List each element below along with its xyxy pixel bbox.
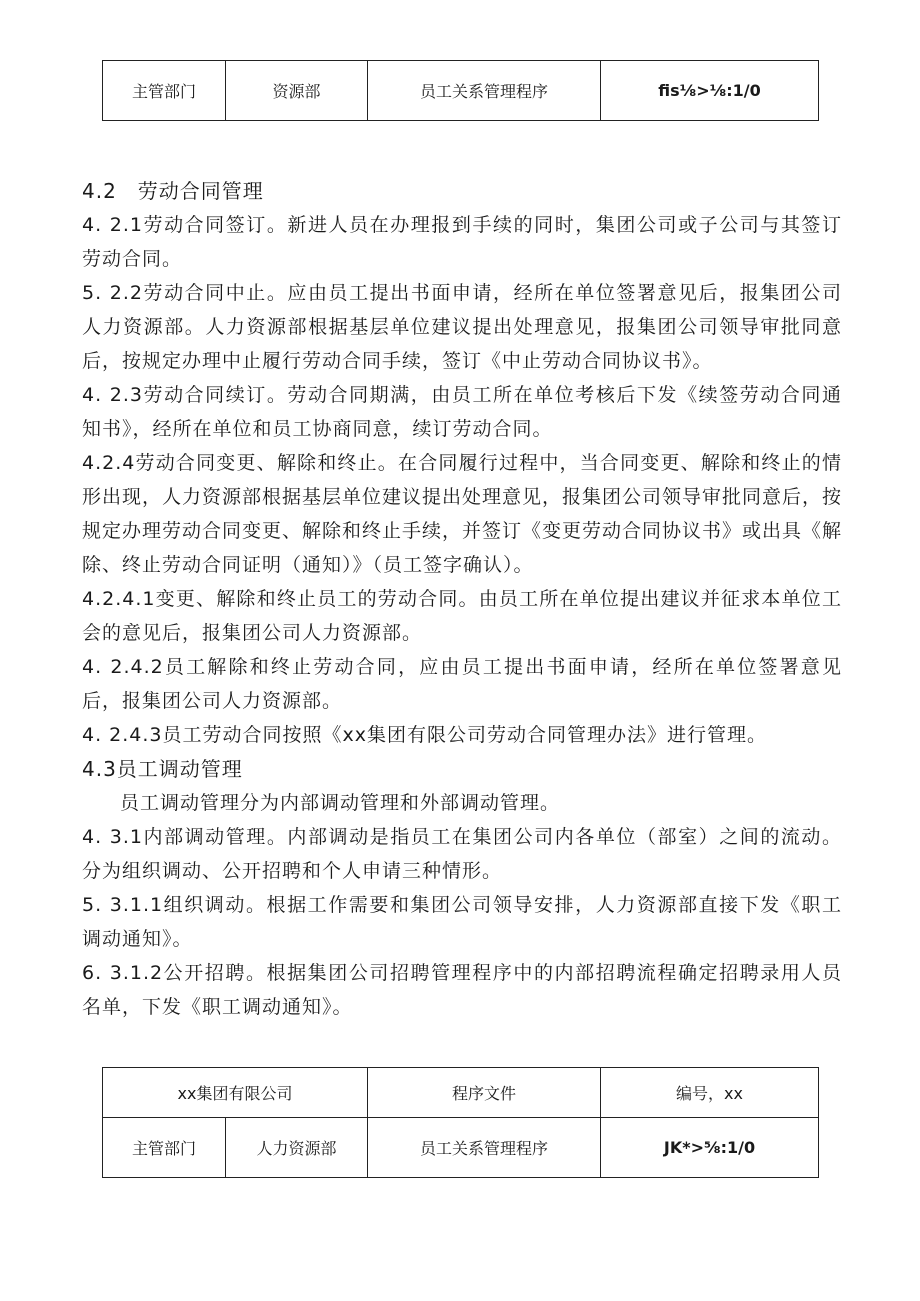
company-name: xx集团有限公司 — [103, 1068, 368, 1118]
header-table-bottom — [102, 1067, 819, 1178]
doc-number: 编号，xx — [601, 1068, 819, 1118]
dept-label: 主管部门 — [103, 1118, 226, 1178]
paragraph: 4.2.4.1变更、解除和终止员工的劳动合同。由员工所在单位提出建议并征求本单位工会的意见后，报集团公司人力资源部。 — [82, 588, 842, 644]
paragraph: 5. 3.1.1组织调动。根据工作需要和集团公司领导安排，人力资源部直接下发《职工调动通知》。 — [82, 894, 842, 950]
dept-value: 人力资源部 — [226, 1118, 368, 1178]
paragraph: 4. 2.4.2员工解除和终止劳动合同，应由员工提出书面申请，经所在单位签署意见后，报集团公司人力资源部。 — [82, 656, 842, 712]
paragraph: 4. 2.3劳动合同续订。劳动合同期满，由员工所在单位考核后下发《续签劳动合同通知书》，经所在单位和员工协商同意，续订劳动合同。 — [82, 384, 842, 440]
doc-type: 程序文件 — [368, 1068, 601, 1118]
paragraph: 4. 3.1内部调动管理。内部调动是指员工在集团公司内各单位（部室）之间的流动。分为组织调动、公开招聘和个人申请三种情形。 — [82, 826, 842, 882]
paragraph: 5. 2.2劳动合同中止。应由员工提出书面申请，经所在单位签署意见后，报集团公司人力资源部。人力资源部根据基层单位建议提出处理意见，报集团公司领导审批同意后，按规定办理中止履行劳动合同手续，签订《中止劳动合同协议书》。 — [82, 282, 842, 372]
document-body — [82, 174, 842, 1024]
paragraph: 员工调动管理分为内部调动管理和外部调动管理。 — [120, 792, 561, 814]
paragraph: 6. 3.1.2公开招聘。根据集团公司招聘管理程序中的内部招聘流程确定招聘录用人员名单，下发《职工调动通知》。 — [82, 962, 842, 1018]
dept-value: 资源部 — [226, 61, 368, 121]
doc-code: JK*>⅝:1/0 — [601, 1118, 819, 1178]
paragraph: 4. 2.4.3员工劳动合同按照《xx集团有限公司劳动合同管理办法》进行管理。 — [82, 724, 768, 746]
section-heading: 4.2 劳动合同管理 — [82, 179, 264, 203]
doc-name: 员工关系管理程序 — [368, 61, 601, 121]
paragraph: 4.2.4劳动合同变更、解除和终止。在合同履行过程中，当合同变更、解除和终止的情形出现，人力资源部根据基层单位建议提出处理意见，报集团公司领导审批同意后，按规定办理劳动合同变更、解除和终止手续，并签订《变更劳动合同协议书》或出具《解除、终止劳动合同证明（通知）》（员工签字确认）。 — [82, 452, 843, 576]
doc-code: fis⅛>⅛:1/0 — [601, 61, 819, 121]
paragraph: 4. 2.1劳动合同签订。新进人员在办理报到手续的同时，集团公司或子公司与其签订劳动合同。 — [82, 214, 842, 270]
doc-name: 员工关系管理程序 — [368, 1118, 601, 1178]
header-table-top — [102, 60, 819, 121]
section-heading: 4.3员工调动管理 — [82, 757, 243, 781]
dept-label: 主管部门 — [103, 61, 226, 121]
